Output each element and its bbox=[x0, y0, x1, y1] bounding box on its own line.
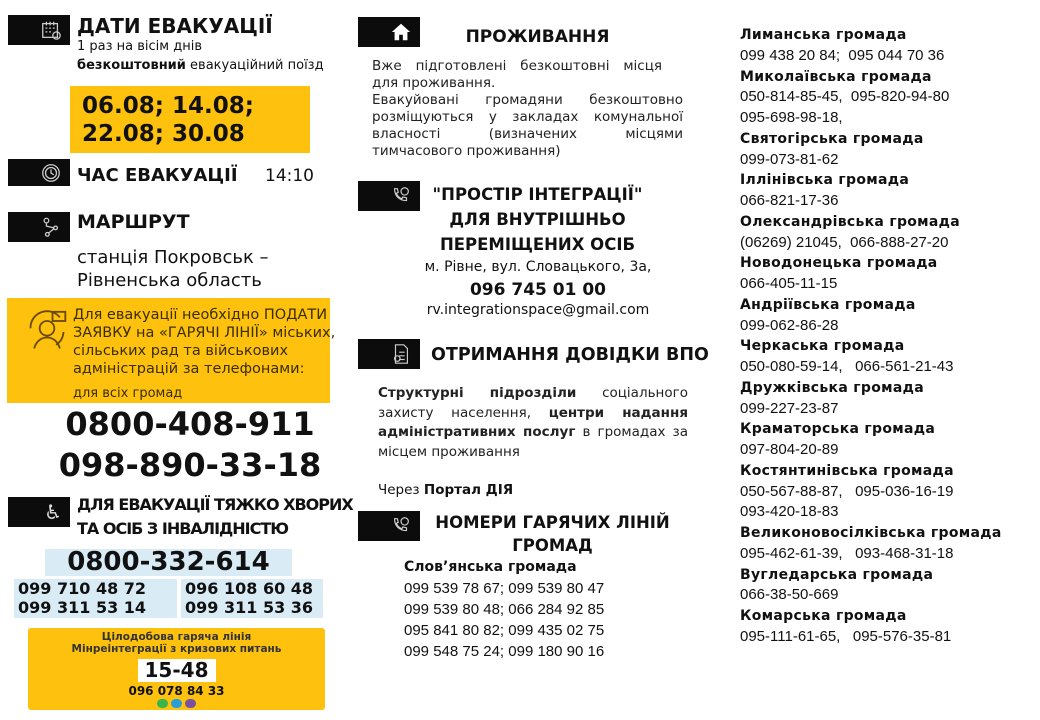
route-line: Рівненська область bbox=[77, 270, 262, 291]
vpo-via bbox=[378, 482, 513, 498]
disabled-main-phone[interactable]: 0800-332-614 bbox=[45, 549, 292, 576]
dates-frequency: 1 раз на вісім днів bbox=[77, 39, 202, 54]
operator-icon bbox=[25, 310, 69, 358]
hromada-phones[interactable]: 099-062-86-28 bbox=[740, 316, 839, 334]
ministry-line: Мінреінтеграції з кризових питань bbox=[71, 643, 282, 655]
hromada-phones[interactable]: 093-420-18-83 bbox=[740, 503, 839, 521]
route-title: МАРШРУТ bbox=[77, 211, 190, 233]
hromada-name: Олександрівська громада bbox=[740, 213, 961, 230]
calendar-icon bbox=[8, 15, 70, 45]
viber-icon[interactable] bbox=[185, 699, 196, 708]
hromada-name: Краматорська громада bbox=[740, 421, 936, 438]
phone[interactable]: 096 108 60 48 bbox=[185, 579, 314, 598]
housing-p1: Вже підготовлені безкоштовні місця для проживання. bbox=[372, 58, 662, 91]
hromada-phones[interactable]: 095-462-61-39, 093-468-31-18 bbox=[740, 544, 954, 562]
hromada-name: Лиманська громада bbox=[740, 27, 907, 43]
hromada-phones[interactable]: 099 548 75 24; 099 180 90 16 bbox=[404, 643, 605, 660]
housing-text bbox=[372, 58, 683, 160]
hromada-name: Вугледарська громада bbox=[740, 566, 934, 583]
hromada-phones[interactable]: 099-073-81-62 bbox=[740, 150, 839, 168]
apply-text bbox=[73, 306, 335, 403]
hromada-name: Новодонецька громада bbox=[740, 255, 938, 272]
hromada-phones[interactable]: 097-804-20-89 bbox=[740, 441, 839, 458]
dates-line: 06.08; 14.08; bbox=[82, 93, 254, 119]
hromada-name: Андріївська громада bbox=[740, 296, 916, 313]
wheelchair-icon: ♿ bbox=[8, 497, 70, 527]
apply-sub: для всіх громад bbox=[73, 386, 183, 401]
phone[interactable]: 099 710 48 72 bbox=[18, 579, 147, 598]
hromada-phones[interactable]: 050-814-85-45, 095-820-94-80 bbox=[740, 88, 950, 106]
dates-free-train bbox=[77, 58, 324, 73]
vpo-title: ОТРИМАННЯ ДОВІДКИ ВПО bbox=[431, 345, 709, 365]
hromada-name: Миколаївська громада bbox=[740, 68, 932, 85]
time-value: 14:10 bbox=[265, 166, 314, 186]
title-line: ГРОМАД bbox=[512, 536, 593, 555]
apply-banner bbox=[7, 298, 336, 403]
hotline-phone-2[interactable]: 098-890-33-18 bbox=[58, 446, 322, 484]
short-number[interactable]: 15-48 bbox=[138, 659, 216, 682]
title-line: НОМЕРИ ГАРЯЧИХ ЛІНІЙ bbox=[435, 513, 670, 532]
clock-icon bbox=[8, 159, 70, 186]
house-icon bbox=[358, 17, 420, 47]
address: м. Рівне, вул. Словацького, 3а, bbox=[424, 259, 652, 275]
whatsapp-icon[interactable] bbox=[157, 699, 168, 708]
hromada-phones[interactable]: 099 539 80 48; 066 284 92 85 bbox=[404, 601, 605, 618]
hromady-list bbox=[740, 25, 1035, 648]
free-bold: безкоштовний bbox=[77, 58, 186, 73]
title-line: "ПРОСТІР ІНТЕГРАЦІЇ" bbox=[432, 185, 643, 204]
hromada-phones[interactable]: 050-080-59-14, 066-561-21-43 bbox=[740, 358, 954, 375]
disabled-phones-left bbox=[14, 579, 177, 618]
vpo-bold: центри надання адміністративних послуг bbox=[378, 404, 688, 440]
phone-chat-icon bbox=[358, 181, 420, 211]
ministry-phone[interactable]: 096 078 84 33 bbox=[128, 684, 225, 698]
hromada-name: Великоновосілківська громада bbox=[740, 525, 1002, 541]
route-text bbox=[77, 246, 269, 292]
telegram-icon[interactable] bbox=[171, 699, 182, 708]
hromada-name: Слов’янська громада bbox=[404, 559, 577, 575]
disabled-line: ДЛЯ ЕВАКУАЦІЇ ТЯЖКО ХВОРИХ bbox=[77, 495, 353, 514]
dates-box bbox=[70, 86, 310, 153]
hromada-phones[interactable]: 095-698-98-18, bbox=[740, 109, 843, 126]
housing-p2: Евакуйовані громадяни безкоштовно розміщуються у закладах комунальної власності (визначених місцями тимчасового проживання) bbox=[372, 92, 683, 159]
hromada-phones[interactable]: 066-821-17-36 bbox=[740, 192, 839, 209]
vpo-text-part: в громадах за місцем проживання bbox=[378, 424, 688, 460]
disabled-phones-right bbox=[181, 579, 323, 618]
time-title: ЧАС ЕВАКУАЦІЇ bbox=[77, 165, 238, 186]
document-icon bbox=[358, 339, 420, 369]
hromada-phones[interactable]: 099 539 78 67; 099 539 80 47 bbox=[404, 580, 605, 597]
phone[interactable]: 099 311 53 14 bbox=[18, 598, 147, 617]
title-line: ДЛЯ ВНУТРІШНЬО bbox=[449, 210, 626, 229]
hromada-phones[interactable]: 066-38-50-669 bbox=[740, 586, 839, 604]
hromada-name: Іллінівська громада bbox=[740, 172, 910, 189]
apply-line: адміністрацій за телефонами: bbox=[73, 361, 305, 377]
integration-space-title bbox=[415, 182, 660, 257]
route-icon bbox=[8, 212, 70, 242]
vpo-text bbox=[378, 384, 688, 462]
train-text: евакуаційний поїзд bbox=[185, 58, 324, 73]
hromada-phones[interactable]: 099 438 20 84; 095 044 70 36 bbox=[740, 46, 945, 64]
dates-line: 22.08; 30.08 bbox=[82, 121, 245, 147]
vpo-text-part: соціального захисту населення, bbox=[378, 385, 688, 421]
hromada-phones[interactable]: 099-227-23-87 bbox=[740, 399, 839, 417]
apply-line: Для евакуації необхідно ПОДАТИ bbox=[73, 307, 328, 323]
ministry-hotline-box bbox=[28, 628, 325, 710]
hromada-phones[interactable]: 095-111-61-65, 095-576-35-81 bbox=[740, 627, 952, 645]
apply-line: ЗАЯВКУ на «ГАРЯЧІ ЛІНІЇ» міських, bbox=[73, 325, 336, 341]
integration-phone[interactable]: 096 745 01 00 bbox=[469, 280, 607, 300]
hromada-name: Черкаська громада bbox=[740, 338, 905, 355]
hromada-phones[interactable]: 050-567-88-87, 095-036-16-19 bbox=[740, 482, 954, 500]
route-line: станція Покровськ – bbox=[77, 247, 269, 268]
hromada-name: Святогірська громада bbox=[740, 130, 924, 147]
hromada-phones[interactable]: (06269) 21045, 066-888-27-20 bbox=[740, 233, 949, 251]
title-line: ПЕРЕМІЩЕНИХ ОСІБ bbox=[439, 235, 636, 254]
via-text: Через bbox=[378, 482, 424, 498]
slovyansk-block bbox=[404, 557, 604, 662]
hromada-name: Дружківська громада bbox=[740, 379, 924, 396]
phone-chat-icon bbox=[358, 511, 420, 541]
housing-title: ПРОЖИВАННЯ bbox=[465, 27, 610, 47]
disabled-line: ТА ОСІБ З ІНВАЛІДНІСТЮ bbox=[77, 519, 289, 538]
apply-line: сільських рад та військових bbox=[73, 343, 289, 359]
phone[interactable]: 099 311 53 36 bbox=[185, 598, 314, 617]
hotline-phone-1[interactable]: 0800-408-911 bbox=[65, 405, 315, 443]
hromady-title bbox=[420, 511, 685, 557]
disabled-title bbox=[77, 493, 353, 541]
hromada-phones[interactable]: 066-405-11-15 bbox=[740, 275, 838, 292]
diia-portal[interactable]: Портал ДІЯ bbox=[423, 482, 514, 498]
hromada-name: Костянтинівська громада bbox=[740, 462, 954, 479]
dates-title: ДАТИ ЕВАКУАЦІЇ bbox=[77, 14, 273, 38]
vpo-bold: Структурні підрозділи bbox=[378, 385, 577, 401]
ministry-line: Цілодобова гаряча лінія bbox=[101, 631, 252, 643]
hromada-phones[interactable]: 095 841 80 82; 099 435 02 75 bbox=[404, 622, 605, 639]
integration-email[interactable]: rv.integrationspace@gmail.com bbox=[426, 302, 650, 318]
hromada-name: Комарська громада bbox=[740, 608, 907, 624]
